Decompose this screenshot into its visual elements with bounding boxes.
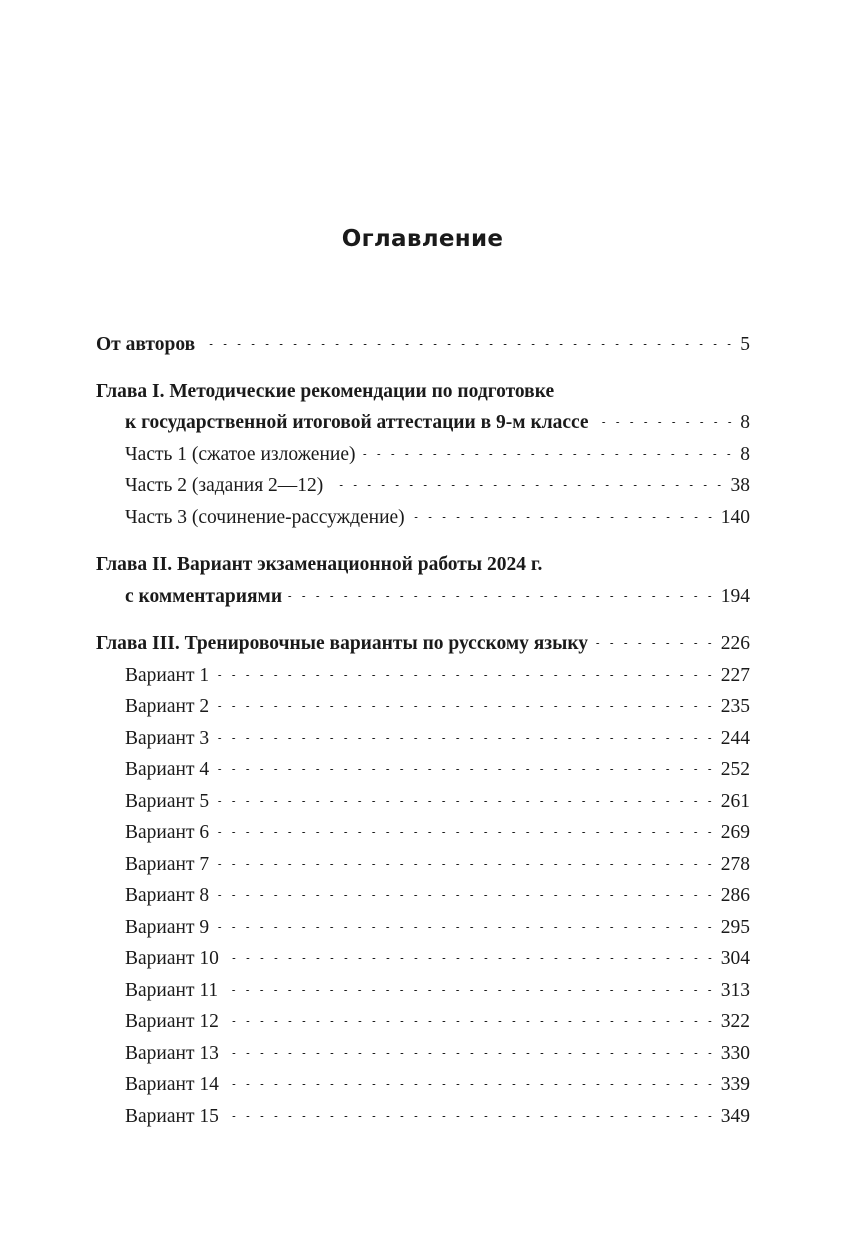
dot-leader <box>215 738 717 739</box>
toc-entry-page: 330 <box>720 1042 750 1064</box>
toc-entry-chapter-3[interactable] <box>96 628 750 660</box>
toc-entry-variant-14[interactable] <box>96 1069 750 1101</box>
toc-entry-page: 5 <box>740 334 750 355</box>
toc-entry-label: Вариант 7 <box>125 853 210 875</box>
dot-leader <box>215 832 717 833</box>
toc-entry-variant-15[interactable] <box>96 1101 750 1133</box>
toc-entry-page: 252 <box>720 759 750 780</box>
toc-entry-page: 339 <box>720 1074 750 1095</box>
toc-entry-page: 140 <box>720 506 750 528</box>
toc-entry-label: Вариант 10 <box>125 948 219 969</box>
dot-leader <box>215 706 717 707</box>
toc-entry-page: 227 <box>720 664 750 686</box>
toc-entry-label: Вариант 13 <box>125 1042 219 1064</box>
toc-entry-variant-1[interactable] <box>96 660 750 692</box>
toc-entry-label: Вариант 14 <box>125 1074 219 1095</box>
page-title: Оглавление <box>341 226 504 252</box>
toc-entry-variant-7[interactable] <box>96 849 750 881</box>
dot-leader <box>288 596 717 597</box>
toc-entry-label: Часть 1 (сжатое изложение) <box>125 443 356 465</box>
dot-leader <box>225 1116 717 1117</box>
toc-entry-label: Вариант 4 <box>125 759 210 780</box>
toc-entry-variant-4[interactable] <box>96 754 750 786</box>
toc-entry-page: 235 <box>720 696 750 717</box>
toc-entry-label: Вариант 9 <box>125 916 210 938</box>
toc-entry-variant-12[interactable] <box>96 1006 750 1038</box>
dot-leader <box>595 422 737 423</box>
toc-entry-label: Вариант 1 <box>125 664 210 686</box>
toc-entry-variant-2[interactable] <box>96 691 750 723</box>
toc-entry-label: Вариант 2 <box>125 696 210 717</box>
toc-entry-label: Вариант 15 <box>125 1105 219 1127</box>
dot-leader <box>225 1084 717 1085</box>
toc-entry-page: 304 <box>720 948 750 969</box>
dot-leader <box>329 485 726 486</box>
chapter-1-heading[interactable]: Глава I. Методические рекомендации по подготовке <box>96 380 555 402</box>
toc-entry-page: 286 <box>720 885 750 906</box>
dot-leader <box>225 1021 717 1022</box>
toc-entry-page: 8 <box>740 443 750 465</box>
toc-entry-page: 349 <box>720 1105 750 1127</box>
toc-entry-page: 322 <box>720 1011 750 1032</box>
dot-leader <box>215 927 717 928</box>
toc-entry-variant-10[interactable] <box>96 943 750 975</box>
toc-entry-page: 269 <box>720 822 750 843</box>
toc-entry-page: 244 <box>720 727 750 749</box>
toc-entry-variant-3[interactable] <box>96 723 750 755</box>
toc-entry-page: 226 <box>720 633 750 654</box>
dot-leader <box>215 864 717 865</box>
toc-entry-variant-9[interactable] <box>96 912 750 944</box>
dot-leader <box>215 801 717 802</box>
toc-entry-label: Глава III. Тренировочные варианты по русскому языку <box>96 633 589 654</box>
dot-leader <box>215 675 717 676</box>
toc-entry-chapter-1[interactable] <box>96 407 750 439</box>
toc-entry-variant-8[interactable] <box>96 880 750 912</box>
toc-entry-label: Вариант 11 <box>125 979 219 1001</box>
toc-entry-label: От авторов <box>96 334 196 355</box>
toc-entry-page: 313 <box>720 979 750 1001</box>
dot-leader <box>224 990 717 991</box>
toc-entry-authors[interactable] <box>96 329 750 361</box>
toc-entry-chapter-2[interactable] <box>96 581 750 613</box>
toc-entry-label: Вариант 6 <box>125 822 210 843</box>
chapter-1-parts <box>96 439 750 534</box>
toc-entry-variant-13[interactable] <box>96 1038 750 1070</box>
toc-entry-variant-6[interactable] <box>96 817 750 849</box>
dot-leader <box>411 517 717 518</box>
toc-entry-label: Вариант 3 <box>125 727 210 749</box>
dot-leader <box>201 344 736 345</box>
toc-entry-page: 278 <box>720 853 750 875</box>
chapter-3-variants <box>96 660 750 1133</box>
toc-entry-label: Часть 3 (сочинение-рассуждение) <box>125 506 405 528</box>
toc-entry-page: 38 <box>730 475 750 496</box>
toc-entry-page: 194 <box>720 585 750 607</box>
toc-entry-label: с комментариями <box>125 585 283 607</box>
toc-entry-label: Вариант 12 <box>125 1011 219 1032</box>
toc-entry-part-1[interactable] <box>96 439 750 471</box>
dot-leader <box>215 895 717 896</box>
toc-entry-variant-5[interactable] <box>96 786 750 818</box>
chapter-2-heading[interactable]: Глава II. Вариант экзаменационной работы 2024 г. <box>96 554 543 575</box>
dot-leader <box>225 958 717 959</box>
toc-entry-label: к государственной итоговой аттестации в 9-м классе <box>125 412 589 433</box>
toc-entry-part-3[interactable] <box>96 502 750 534</box>
toc-entry-part-2[interactable] <box>96 470 750 502</box>
dot-leader <box>361 454 736 455</box>
dot-leader <box>594 643 717 644</box>
toc-entry-label: Вариант 8 <box>125 885 210 906</box>
toc-entry-page: 8 <box>740 412 750 433</box>
dot-leader <box>215 769 717 770</box>
toc-entry-label: Вариант 5 <box>125 790 210 812</box>
toc-entry-label: Часть 2 (задания 2—12) <box>125 475 324 496</box>
toc-entry-page: 261 <box>720 790 750 812</box>
toc-entry-variant-11[interactable] <box>96 975 750 1007</box>
table-of-contents <box>96 329 750 1132</box>
toc-entry-page: 295 <box>720 916 750 938</box>
dot-leader <box>225 1053 717 1054</box>
